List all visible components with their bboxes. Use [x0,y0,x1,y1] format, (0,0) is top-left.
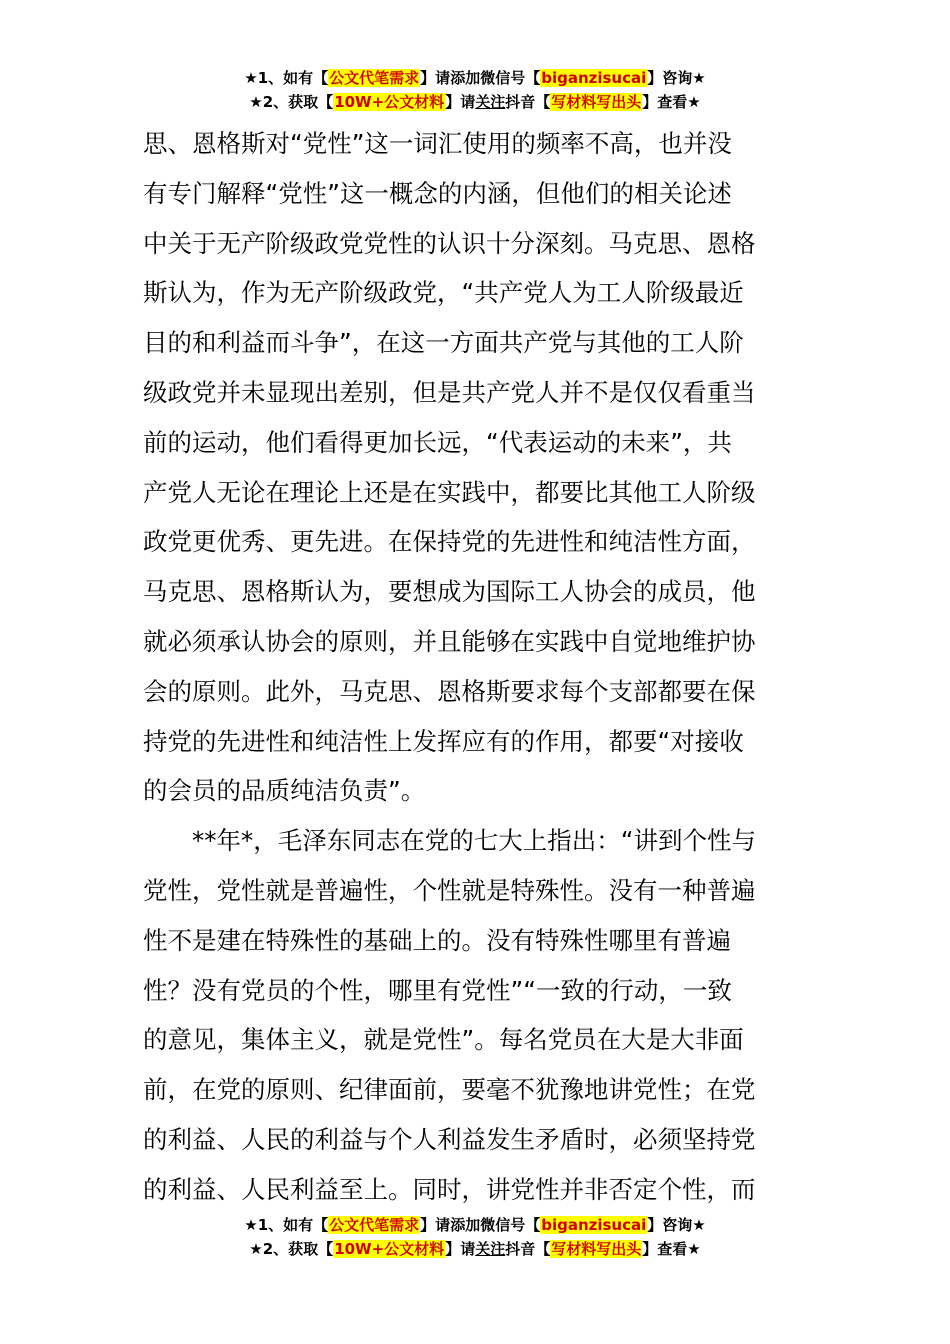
highlight-douyin: 写材料写出头 [551,93,642,111]
text-line: 中关于无产阶级政党党性的认识十分深刻。马克思、恩格 [143,228,756,258]
document-body [143,119,807,1215]
highlight-douyin: 写材料写出头 [551,1240,642,1258]
text-line: 斯认为，作为无产阶级政党，“共产党人为工人阶级最近 [143,278,744,308]
banner-line-2: ★2、获取【10W+公文材料】请关注抖音【写材料写出头】查看★ [249,1240,701,1258]
text-line: 性？没有党员的个性，哪里有党性”“一致的行动，一致 [143,975,732,1005]
text-line: 级政党并未显现出差别，但是共产党人并不是仅仅看重当 [143,377,756,407]
header-banner [0,66,950,114]
banner-line-1: ★1、如有【公文代笔需求】请添加微信号【biganzisucai】咨询★ [244,1216,706,1234]
paragraph-start-line: **年*，毛泽东同志在党的七大上指出：“讲到个性与 [192,826,756,856]
banner-line-2: ★2、获取【10W+公文材料】请关注抖音【写材料写出头】查看★ [249,93,701,111]
text-line: 马克思、恩格斯认为，要想成为国际工人协会的成员，他 [143,577,756,607]
footer-banner [0,1213,950,1261]
text-line: 党性，党性就是普遍性，个性就是特殊性。没有一种普遍 [143,875,756,905]
text-line: 的意见，集体主义，就是党性”。每名党员在大是大非面 [143,1025,744,1055]
text-line: 思、恩格斯对“党性”这一词汇使用的频率不高，也并没 [143,129,732,158]
highlight-service: 公文代笔需求 [329,69,420,87]
text-line: 持党的先进性和纯洁性上发挥应有的作用，都要“对接收 [143,726,744,756]
text-line: 的利益、人民利益至上。同时，讲党性并非否定个性，而 [143,1174,756,1204]
highlight-materials: 10W+公文材料 [334,93,445,111]
text-line: 前，在党的原则、纪律面前，要毫不犹豫地讲党性；在党 [143,1075,756,1105]
text-line: 政党更优秀、更先进。在保持党的先进性和纯洁性方面， [143,527,756,557]
text-line: 的利益、人民的利益与个人利益发生矛盾时，必须坚持党 [143,1124,756,1154]
text-line: 目的和利益而斗争”，在这一方面共产党与其他的工人阶 [143,328,744,358]
text-line: 的会员的品质纯洁负责”。 [143,776,426,806]
text-line: 会的原则。此外，马克思、恩格斯要求每个支部都要在保 [143,676,756,706]
highlight-wechat-id: biganzisucai [541,69,647,87]
banner-line-1: ★1、如有【公文代笔需求】请添加微信号【biganzisucai】咨询★ [244,69,706,87]
text-line: 就必须承认协会的原则，并且能够在实践中自觉地维护协 [143,626,756,656]
highlight-materials: 10W+公文材料 [334,1240,445,1258]
text-line: 产党人无论在理论上还是在实践中，都要比其他工人阶级 [143,477,756,507]
text-line: 性不是建在特殊性的基础上的。没有特殊性哪里有普遍 [143,925,731,955]
highlight-service: 公文代笔需求 [329,1216,420,1234]
text-line: 前的运动，他们看得更加长远，“代表运动的未来”，共 [143,427,732,457]
highlight-wechat-id: biganzisucai [541,1216,647,1234]
text-line: 有专门解释“党性”这一概念的内涵，但他们的相关论述 [143,178,732,208]
